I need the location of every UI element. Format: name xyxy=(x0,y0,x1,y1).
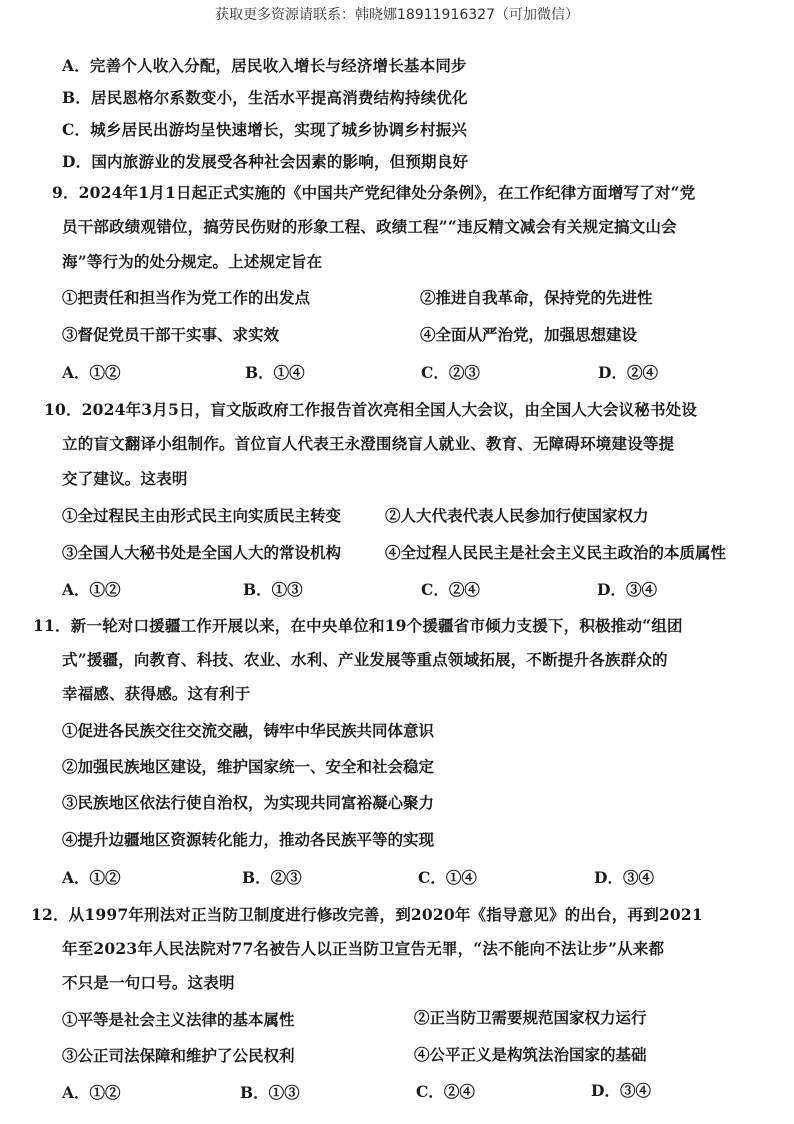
q8-option-b: B．居民恩格尔系数变小，生活水平提高消费结构持续优化 xyxy=(62,88,468,107)
q12-item-2: ②正当防卫需要规范国家权力运行 xyxy=(414,1008,647,1027)
q11-item-1: ①促进各民族交往交流交融，铸牢中华民族共同体意识 xyxy=(62,721,435,740)
q9-item-1: ①把责任和担当作为党工作的出发点 xyxy=(62,288,311,307)
q11-item-2: ②加强民族地区建设，维护国家统一、安全和社会稳定 xyxy=(62,757,435,776)
q8-option-c: C．城乡居民出游均呈快速增长，实现了城乡协调乡村振兴 xyxy=(62,120,468,139)
q11-choice-b: B．②③ xyxy=(242,868,302,887)
q11-stem-line-2: 式”援疆，向教育、科技、农业、水利、产业发展等重点领域拓展，不断提升各族群众的 xyxy=(62,650,668,669)
q11-choice-c: C．①④ xyxy=(418,868,477,887)
page-header: 获取更多资源请联系：韩晓娜18911916327（可加微信） xyxy=(215,7,579,23)
q10-stem-line-2: 立的盲文翻译小组制作。首位盲人代表王永澄围绕盲人就业、教育、无障碍环境建设等提 xyxy=(62,434,675,453)
q10-item-3: ③全国人大秘书处是全国人大的常设机构 xyxy=(62,543,342,562)
q10-choice-d: D．③④ xyxy=(597,580,657,599)
q9-stem-line-2: 员干部政绩观错位，搞劳民伤财的形象工程、政绩工程”“违反精文减会有关规定搞文山会 xyxy=(62,217,677,236)
q11-item-4: ④提升边疆地区资源转化能力，推动各民族平等的实现 xyxy=(62,830,435,849)
q12-item-1: ①平等是社会主义法律的基本属性 xyxy=(62,1010,295,1029)
q8-option-d: D．国内旅游业的发展受各种社会因素的影响，但预期良好 xyxy=(62,152,469,171)
q11-stem-line-3: 幸福感、获得感。这有利于 xyxy=(62,684,251,703)
q12-item-3: ③公正司法保障和维护了公民权利 xyxy=(62,1046,295,1065)
q10-item-2: ②人大代表代表人民参加行使国家权力 xyxy=(385,506,649,525)
q9-choice-a: A．①② xyxy=(62,363,121,382)
q12-choice-a: A．①② xyxy=(62,1083,121,1102)
q11-stem-line-1: 11．新一轮对口援疆工作开展以来，在中央单位和19个援疆省市倾力支援下，积极推动“组团 xyxy=(33,616,683,635)
q10-stem-line-1: 10．2024年3月5日，盲文版政府工作报告首次亮相全国人大会议，由全国人大会议秘书处设 xyxy=(44,400,698,419)
q10-item-4: ④全过程人民民主是社会主义民主政治的本质属性 xyxy=(385,543,727,562)
q12-stem-line-1: 12．从1997年刑法对正当防卫制度进行修改完善，到2020年《指导意见》的出台，再到2021 xyxy=(31,905,703,924)
q9-choice-b: B．①④ xyxy=(245,363,305,382)
q10-choice-b: B．①③ xyxy=(243,580,303,599)
q12-choice-c: C．②④ xyxy=(416,1082,475,1101)
q9-item-3: ③督促党员干部干实事、求实效 xyxy=(62,325,280,344)
q8-option-a: A．完善个人收入分配，居民收入增长与经济增长基本同步 xyxy=(62,56,467,75)
q9-stem-line-3: 海”等行为的处分规定。上述规定旨在 xyxy=(62,252,323,271)
q10-item-1: ①全过程民主由形式民主向实质民主转变 xyxy=(62,506,342,525)
q9-choice-d: D．②④ xyxy=(598,363,658,382)
q9-stem-line-1: 9．2024年1月1日起正式实施的《中国共产党纪律处分条例》，在工作纪律方面增写了对“党 xyxy=(52,183,696,202)
q9-choice-c: C．②③ xyxy=(421,363,480,382)
q12-stem-line-2: 年至2023年人民法院对77名被告人以正当防卫宣告无罪，“法不能向不法让步”从来都 xyxy=(62,939,665,958)
q10-choice-c: C．②④ xyxy=(421,580,480,599)
q12-choice-b: B．①③ xyxy=(240,1083,300,1102)
q11-choice-d: D．③④ xyxy=(594,868,654,887)
q11-item-3: ③民族地区依法行使自治权，为实现共同富裕凝心聚力 xyxy=(62,793,435,812)
q12-stem-line-3: 不只是一句口号。这表明 xyxy=(62,973,235,992)
q10-stem-line-3: 交了建议。这表明 xyxy=(62,469,188,488)
q9-item-2: ②推进自我革命，保持党的先进性 xyxy=(420,288,653,307)
q11-choice-a: A．①② xyxy=(62,868,121,887)
q9-item-4: ④全面从严治党，加强思想建设 xyxy=(420,325,638,344)
q10-choice-a: A．①② xyxy=(62,580,121,599)
q12-item-4: ④公平正义是构筑法治国家的基础 xyxy=(414,1045,647,1064)
q12-choice-d: D．③④ xyxy=(591,1081,651,1100)
